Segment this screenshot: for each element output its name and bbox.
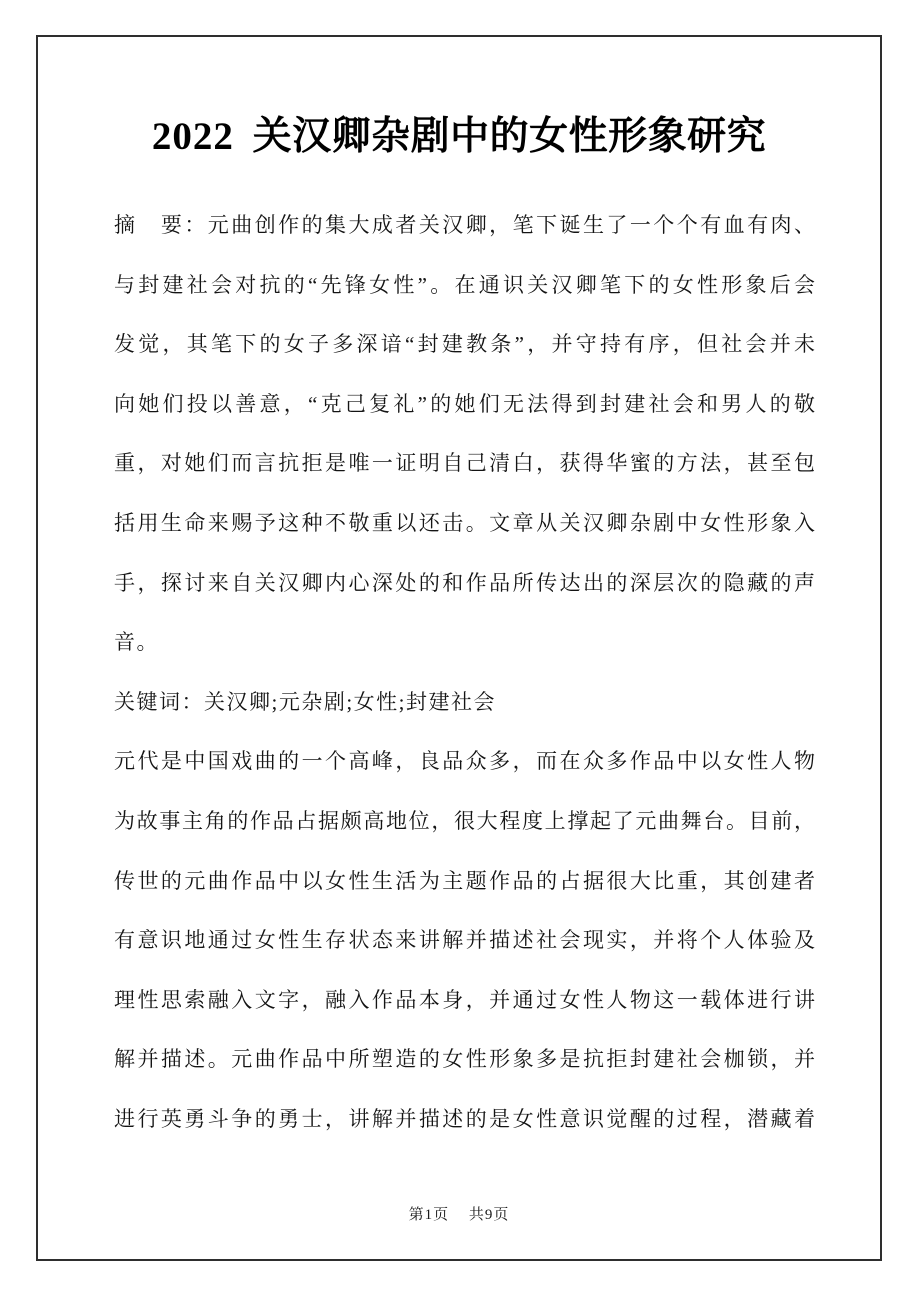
text-line: 元代是中国戏曲的一个高峰，良品众多，而在众多作品中以女性人物 bbox=[114, 749, 815, 774]
page-number-current: 第1页 bbox=[408, 1207, 450, 1223]
title-text: 关汉卿杂剧中的女性形象研究 bbox=[252, 115, 767, 158]
text-line: 括用生命来赐予这种不敬重以还击。文章从关汉卿杂剧中女性形象入 bbox=[114, 510, 815, 535]
page-count-total: 共9页 bbox=[468, 1207, 510, 1223]
text-line: 重，对她们而言抗拒是唯一证明自己清白，获得华蜜的方法，甚至包 bbox=[114, 451, 815, 476]
text-line: 解并描述。元曲作品中所塑造的女性形象多是抗拒封建社会枷锁，并 bbox=[114, 1047, 815, 1072]
text-line: 进行英勇斗争的勇士，讲解并描述的是女性意识觉醒的过程，潜藏着 bbox=[114, 1106, 815, 1131]
text-line: 为故事主角的作品占据颇高地位，很大程度上撑起了元曲舞台。目前， bbox=[114, 808, 815, 833]
text-line-abstract: 摘 要：元曲创作的集大成者关汉卿，笔下诞生了一个个有血有肉、 bbox=[114, 213, 815, 237]
text-line-keywords: 关键词：关汉卿;元杂剧;女性;封建社会 bbox=[114, 689, 497, 714]
text-line: 理性思索融入文字，融入作品本身，并通过女性人物这一载体进行讲 bbox=[114, 987, 815, 1012]
text-line: 传世的元曲作品中以女性生活为主题作品的占据很大比重，其创建者 bbox=[114, 868, 815, 893]
text-line: 音。 bbox=[114, 630, 159, 655]
page-border-frame bbox=[36, 35, 882, 1261]
page-footer bbox=[38, 1204, 880, 1226]
text-line: 与封建社会对抗的“先锋女性”。在通识关汉卿笔下的女性形象后会 bbox=[114, 272, 815, 297]
document-title bbox=[38, 111, 880, 163]
text-line: 手，探讨来自关汉卿内心深处的和作品所传达出的深层次的隐藏的声 bbox=[114, 570, 815, 595]
title-year: 2022 bbox=[151, 115, 234, 158]
text-line: 向她们投以善意，“克己复礼”的她们无法得到封建社会和男人的敬 bbox=[114, 391, 815, 416]
body-text-block bbox=[114, 196, 815, 1150]
text-line: 有意识地通过女性生存状态来讲解并描述社会现实，并将个人体验及 bbox=[114, 928, 815, 953]
text-line: 发觉，其笔下的女子多深谙“封建教条”，并守持有序，但社会并未 bbox=[114, 332, 815, 357]
